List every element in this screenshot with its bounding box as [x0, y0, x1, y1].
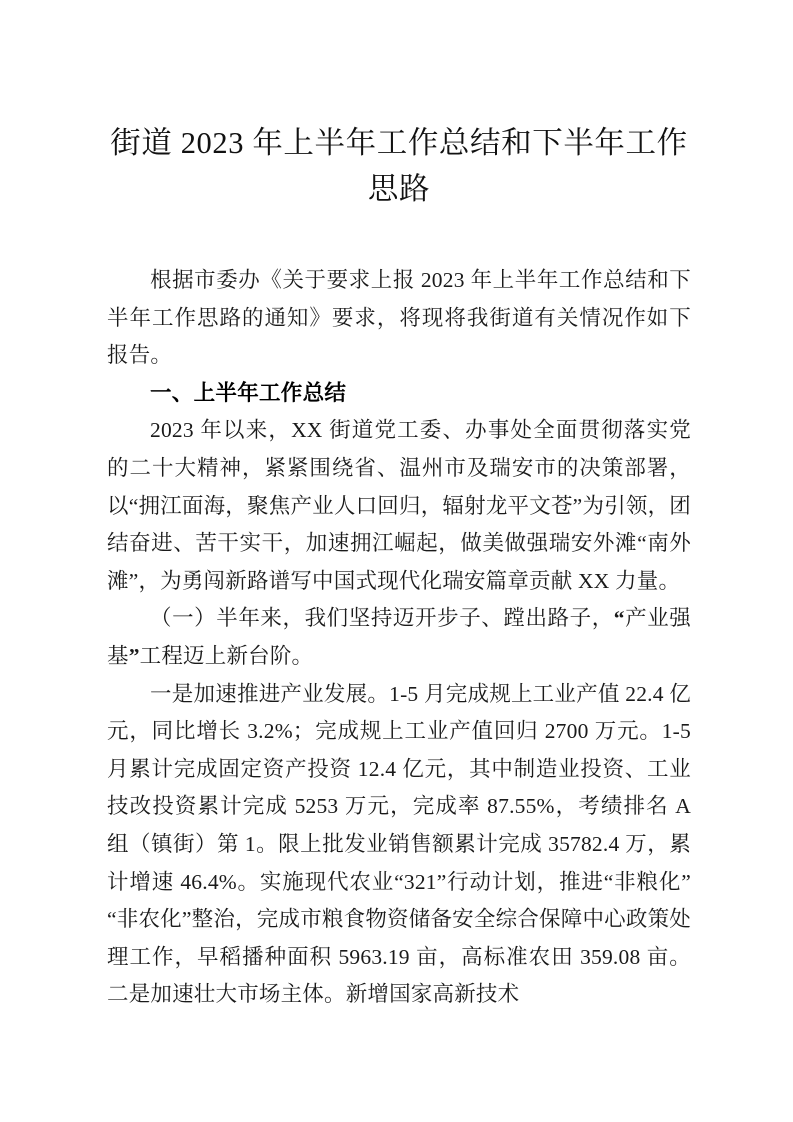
paragraph-subsection-one: （一）半年来，我们坚持迈开步子、蹚出路子，“产业强基”工程迈上新台阶。: [107, 606, 691, 668]
page-title-line-2: 思路: [367, 172, 431, 206]
title-spacer: [107, 212, 691, 262]
paragraph-industry-development: 一是加速推进产业发展。1-5 月完成规上工业产值 22.4 亿元，同比增长 3.2%；完成规上工业产值回归 2700 万元。1-5 月累计完成固定资产投资 12.4 亿元，其中制造业投资、工业技改投资累计完成 5253 万元，完成率 87.55%，考绩排名 A 组（镇街）第 1。限上批发业销售额累计完成 35782.4 万，累计增速 46.4%。实施现代农业“321”行动计划，推进“非粮化”“非农化”整治，完成市粮食物资储备安全综合保障中心政策处理工作，早稻播种面积 5963.19 亩，高标准农田 359.08 亩。二是加速壮大市场主体。新增国家高新技术: [107, 681, 691, 1007]
paragraph-overview: 2023 年以来，XX 街道党工委、办事处全面贯彻落实党的二十大精神，紧紧围绕省、温州市及瑞安市的决策部署，以“拥江面海，聚焦产业人口回归，辐射龙平文苍”为引领，团结奋进、苦干实干，加速拥江崛起，做美做强瑞安外滩“南外滩”，为勇闯新路谱写中国式现代化瑞安篇章贡献 XX 力量。: [107, 418, 691, 593]
paragraph-intro: 根据市委办《关于要求上报 2023 年上半年工作总结和下半年工作思路的通知》要求，将现将我街道有关情况作如下报告。: [107, 268, 691, 368]
page-title-line-1: 街道 2023 年上半年工作总结和下半年工作: [110, 126, 688, 160]
heading-section-one: 一、上半年工作总结: [150, 380, 347, 405]
page-title: [107, 0, 691, 212]
document-body: [107, 0, 691, 1014]
